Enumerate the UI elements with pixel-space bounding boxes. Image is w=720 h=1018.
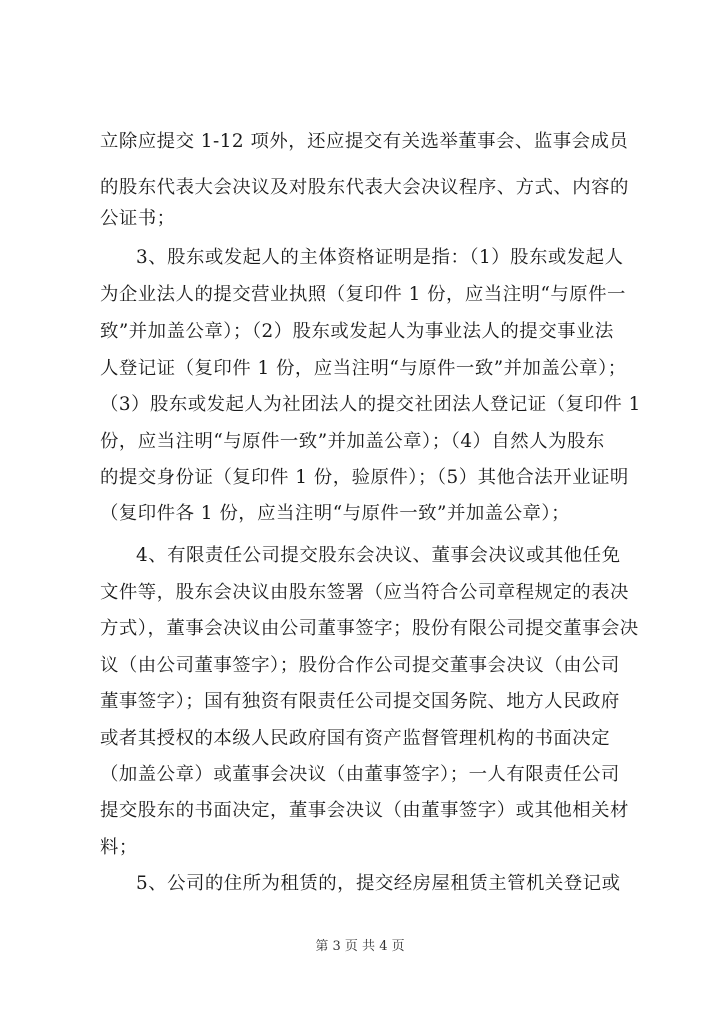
text-line: （加盖公章）或董事会决议（由董事签字）；一人有限责任公司 xyxy=(100,764,620,785)
text-line: （3）股东或发起人为社团法人的提交社团法人登记证（复印件 1 xyxy=(100,394,641,415)
text-line: 董事签字）；国有独资有限责任公司提交国务院、地方人民政府 xyxy=(100,691,620,712)
text-line: 致”并加盖公章）；（2）股东或发起人为事业法人的提交事业法 xyxy=(100,321,614,342)
text-line: 立除应提交 1-12 项外，还应提交有关选举董事会、监事会成员 xyxy=(100,131,629,152)
paragraph-3-start: 3、股东或发起人的主体资格证明是指：（1）股东或发起人 xyxy=(136,247,624,268)
text-line: 的提交身份证（复印件 1 份，验原件）；（5）其他合法开业证明 xyxy=(100,467,629,488)
text-line: 公证书； xyxy=(100,208,176,229)
paragraph-4-start: 4、有限责任公司提交股东会决议、董事会决议或其他任免 xyxy=(136,545,621,566)
text-line: 份，应当注明“与原件一致”并加盖公章）；（4）自然人为股东 xyxy=(100,431,605,452)
text-line: 议（由公司董事签字）；股份合作公司提交董事会决议（由公司 xyxy=(100,655,620,676)
text-line: 为企业法人的提交营业执照（复印件 1 份，应当注明“与原件一 xyxy=(100,284,626,305)
text-line: 方式），董事会决议由公司董事签字；股份有限公司提交董事会决 xyxy=(100,618,639,639)
text-line: 的股东代表大会决议及对股东代表大会决议程序、方式、内容的 xyxy=(100,177,629,198)
page-footer: 第 3 页 共 4 页 xyxy=(315,939,405,954)
text-line: 或者其授权的本级人民政府国有资产监督管理机构的书面决定 xyxy=(100,728,611,749)
paragraph-5-start: 5、公司的住所为租赁的，提交经房屋租赁主管机关登记或 xyxy=(136,873,621,894)
text-line: 提交股东的书面决定，董事会决议（由董事签字）或其他相关材 xyxy=(100,800,629,821)
text-line: 文件等，股东会决议由股东签署（应当符合公司章程规定的表决 xyxy=(100,582,629,603)
text-line: 料； xyxy=(100,837,138,858)
text-line: 人登记证（复印件 1 份，应当注明“与原件一致”并加盖公章）； xyxy=(100,358,627,379)
text-line: （复印件各 1 份，应当注明“与原件一致”并加盖公章）； xyxy=(100,503,570,524)
